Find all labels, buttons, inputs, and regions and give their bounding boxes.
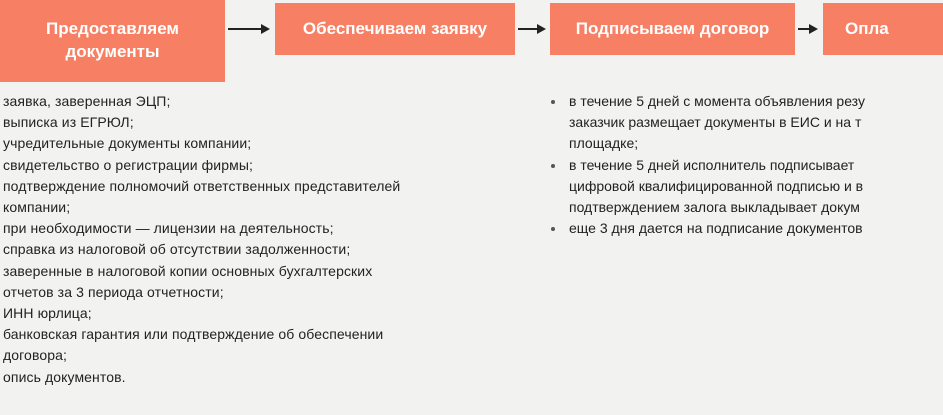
flow-arrow xyxy=(228,28,268,30)
list-item: свидетельство о регистрации фирмы; xyxy=(3,156,253,173)
bullet-line: заказчик размещает документы в ЕИС и на т xyxy=(569,114,862,131)
list-item: банковская гарантия или подтверждение об обеспечении xyxy=(3,326,384,343)
bullet-line: площадке; xyxy=(569,135,639,152)
signing-steps-list xyxy=(550,91,910,239)
list-item: отчетов за 3 периода отчетности; xyxy=(3,283,224,300)
list-item: выписка из ЕГРЮЛ; xyxy=(3,114,134,131)
flow-arrow xyxy=(798,28,816,30)
list-item: заверенные в налоговой копии основных бухгалтерских xyxy=(3,262,373,279)
step-label-line: документы xyxy=(65,42,160,61)
flow-arrow xyxy=(518,28,544,30)
bullet-line: цифровой квалифицированной подписью и в xyxy=(569,177,864,194)
list-item: компании; xyxy=(3,199,71,216)
list-item: договора; xyxy=(3,347,67,364)
list-item: справка из налоговой об отсутствии задолженности; xyxy=(3,241,351,258)
list-item: при необходимости — лицензии на деятельность; xyxy=(3,220,334,237)
documents-list xyxy=(3,91,473,388)
step-sign-contract: Подписываем договор xyxy=(550,3,795,55)
bullet-line: подтверждением залога выкладывает докум xyxy=(569,199,860,216)
list-item: заявка, заверенная ЭЦП; xyxy=(3,93,171,109)
bullet-line: в течение 5 дней с момента объявления резу xyxy=(569,93,865,109)
bullet-item xyxy=(550,91,910,155)
step-payment: Опла xyxy=(823,3,943,55)
step-secure-application: Обеспечиваем заявку xyxy=(275,3,515,55)
list-item: ИНН юрлица; xyxy=(3,305,92,322)
bullet-item xyxy=(550,218,910,239)
step-provide-documents xyxy=(0,0,225,82)
step-label-line: Предоставляем xyxy=(46,19,179,39)
list-item: опись документов. xyxy=(3,368,126,385)
bullet-item xyxy=(550,155,910,219)
bullet-line: еще 3 дня дается на подписание документов xyxy=(569,220,863,237)
list-item: подтверждение полномочий ответственных представителей xyxy=(3,177,401,194)
bullet-line: в течение 5 дней исполнитель подписывает xyxy=(569,156,855,173)
list-item: учредительные документы компании; xyxy=(3,135,252,152)
